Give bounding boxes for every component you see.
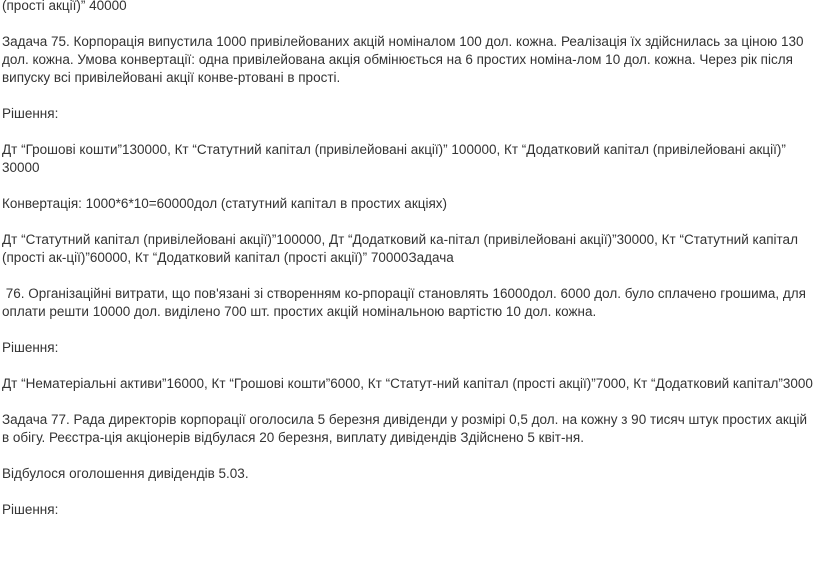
paragraph-entry-conversion: Дт “Статутний капітал (привілейовані акції)”100000, Дт “Додатковий ка-пітал (привілейовані акції)”30000, Кт “Статутний капітал (прості ак-ції)”60000, Кт “Додатковий капітал (прості акції)” 70000Задача xyxy=(2,232,802,265)
solution-heading: Рішення: xyxy=(2,106,59,121)
paragraph-entry-intangibles: Дт “Нематеріальні активи”16000, Кт “Грошові кошти”6000, Кт “Статут-ний капітал (прості акції)”7000, Кт “Додатковий капітал”3000 xyxy=(2,376,813,391)
paragraph-task-75: Задача 75. Корпорація випустила 1000 привілейованих акцій номіналом 100 дол. кожна. Реалізація їх здійснилась за ціною 130 дол. кожна. Умова конвертації: одна привілейована акція обмінюється на 6 простих номіна-лом 10 дол. кожна. Через рік після випуску всі привілейовані акції конве-ртовані в прості. xyxy=(2,34,808,85)
solution-heading: Рішення: xyxy=(2,340,59,355)
solution-heading: Рішення: xyxy=(2,502,59,517)
paragraph-task-77: Задача 77. Рада директорів корпорації оголосила 5 березня дивіденди у розмірі 0,5 дол. на кожну з 90 тисяч штук простих акцій в обігу. Реєстра-ція акціонерів відбулася 20 березня, виплату дивідендів Здійснено 5 квіт-ня. xyxy=(2,412,811,445)
paragraph-dividend-declaration: Відбулося оголошення дивідендів 5.03. xyxy=(2,466,249,481)
paragraph-conversion: Конвертація: 1000*6*10=60000дол (статутний капітал в простих акціях) xyxy=(2,196,448,211)
paragraph-continuation: (прості акції)” 40000 xyxy=(2,0,127,13)
paragraph-entry-cash: Дт “Грошові кошти”130000, Кт “Статутний капітал (привілейовані акції)” 100000, Кт “Додатковий капітал (привілейовані акції)” 30000 xyxy=(2,142,790,175)
paragraph-task-76: 76. Організаційні витрати, що пов'язані зі створенням ко-рпорації становлять 16000дол. 6000 дол. було сплачено грошима, для оплати решти 10000 дол. виділено 700 шт. простих акцій номінальною вартістю 10 дол. кожна. xyxy=(2,286,810,319)
